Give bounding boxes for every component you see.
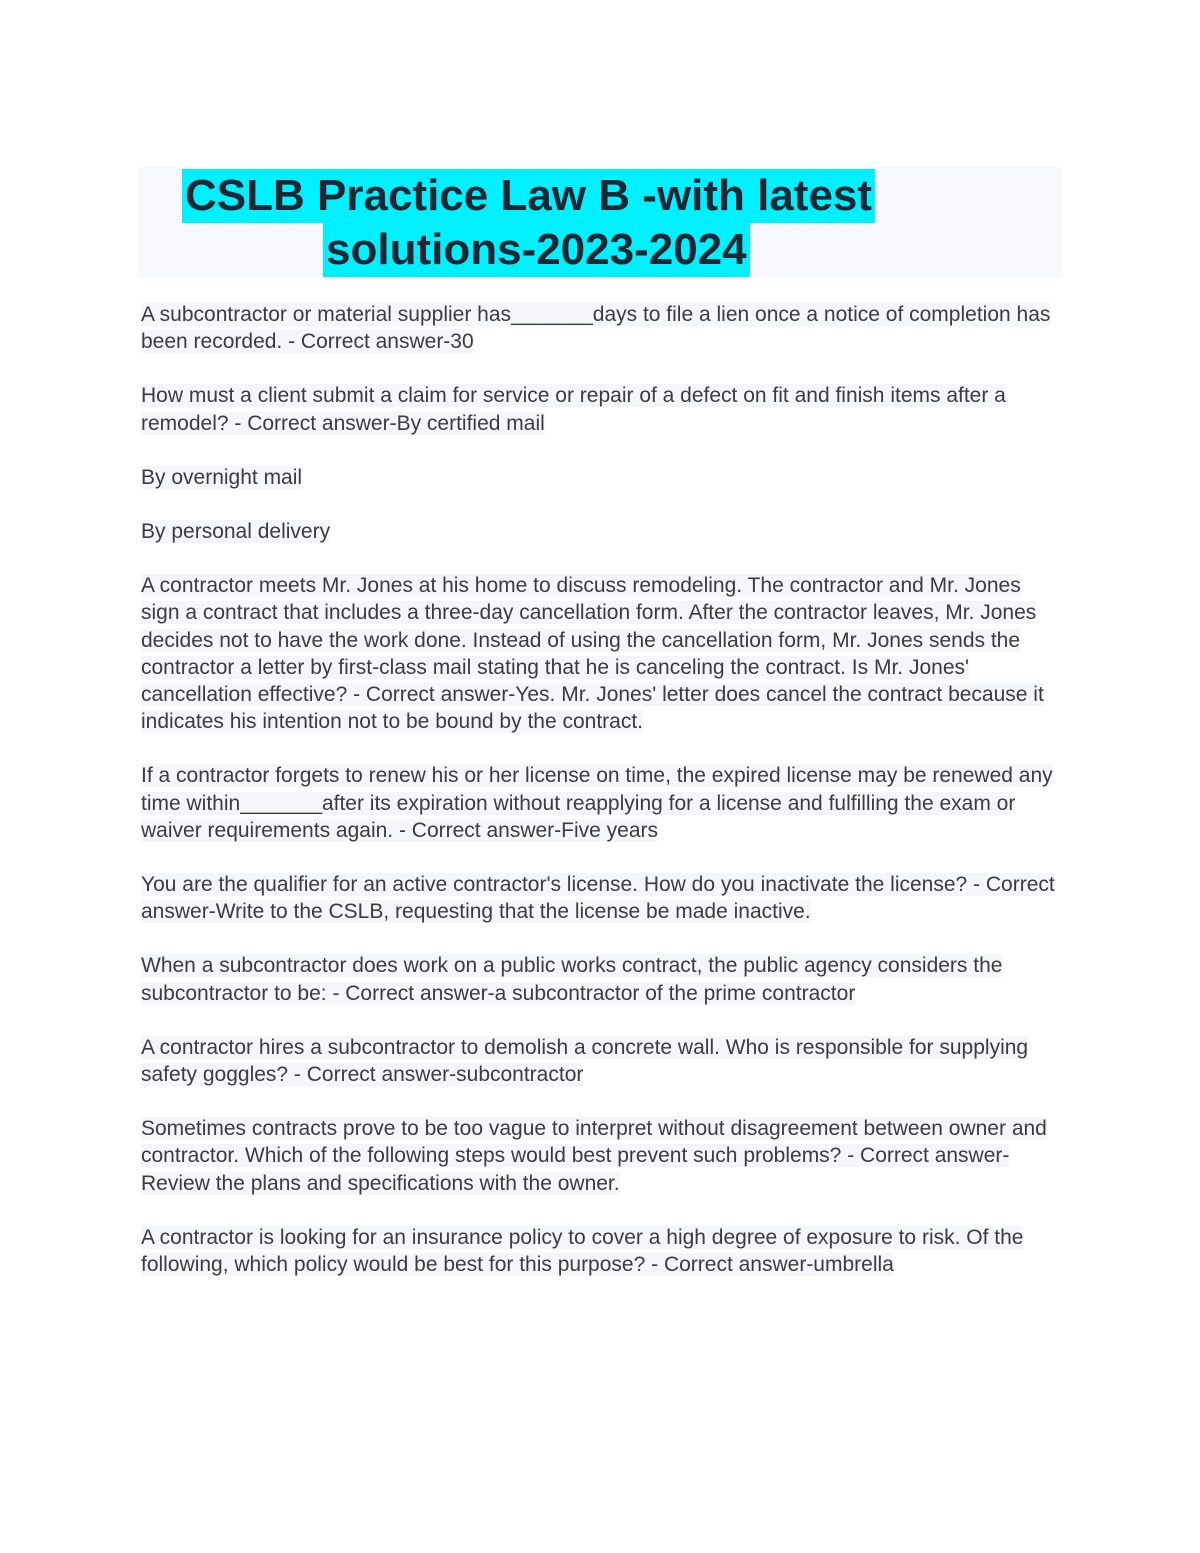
- question-text: A subcontractor or material supplier has_______days to file a lien once a notice of completion has been recorded. - Correct answer-30: [141, 303, 1051, 354]
- question-text: Sometimes contracts prove to be too vague to interpret without disagreement between owner and contractor. Which of the following steps would best prevent such problems? - Correct answer-Review the plans and specifications with the owner.: [141, 1117, 1047, 1195]
- question-text: When a subcontractor does work on a public works contract, the public agency considers the subcontractor to be: - Correct answer-a subcontractor of the prime contractor: [141, 954, 1003, 1005]
- document-title-line-1: CSLB Practice Law B -with latest: [182, 169, 875, 223]
- question-item: [141, 382, 1061, 436]
- question-text: If a contractor forgets to renew his or her license on time, the expired license may be renewed any time within_______after its expiration without reapplying for a license and fulfilling the exam or waiver requirements again. - Correct answer-Five years: [141, 764, 1053, 842]
- question-item: [141, 1224, 1061, 1278]
- question-text: You are the qualifier for an active contractor's license. How do you inactivate the license? - Correct answer-Write to the CSLB, requesting that the license be made inactive.: [141, 873, 1055, 924]
- title-block: [137, 167, 1063, 277]
- question-text: A contractor meets Mr. Jones at his home to discuss remodeling. The contractor and Mr. Jones sign a contract that includes a three-day cancellation form. After the contractor leaves, Mr. Jones decides not to have the work done. Instead of using the cancellation form, Mr. Jones sends the contractor a letter by first-class mail stating that he is canceling the contract. Is Mr. Jones' cancellation effective? - Correct answer-Yes. Mr. Jones' letter does cancel the contract because it indicates his intention not to be bound by the contract.: [141, 574, 1044, 734]
- question-text: A contractor hires a subcontractor to demolish a concrete wall. Who is responsible for supplying safety goggles? - Correct answer-subcontractor: [141, 1035, 1029, 1087]
- answer-text: By personal delivery: [141, 520, 331, 544]
- answer-option: [141, 518, 1061, 545]
- document-title-line-2: solutions-2023-2024: [323, 223, 750, 277]
- question-item: [141, 762, 1061, 844]
- question-item: [141, 952, 1061, 1006]
- question-item: [141, 301, 1061, 355]
- question-text: How must a client submit a claim for service or repair of a defect on fit and finish items after a remodel? - Correct answer-By certified mail: [141, 384, 1006, 435]
- question-text: A contractor is looking for an insurance policy to cover a high degree of exposure to risk. Of the following, which policy would be best for this purpose? - Correct answer-umbrella: [141, 1225, 1024, 1277]
- answer-option: [141, 464, 1061, 491]
- question-item: [141, 871, 1061, 925]
- question-item: [141, 1034, 1061, 1088]
- answer-text: By overnight mail: [141, 465, 303, 489]
- question-item: [141, 572, 1061, 735]
- question-list: [141, 301, 1061, 1305]
- question-item: [141, 1115, 1061, 1197]
